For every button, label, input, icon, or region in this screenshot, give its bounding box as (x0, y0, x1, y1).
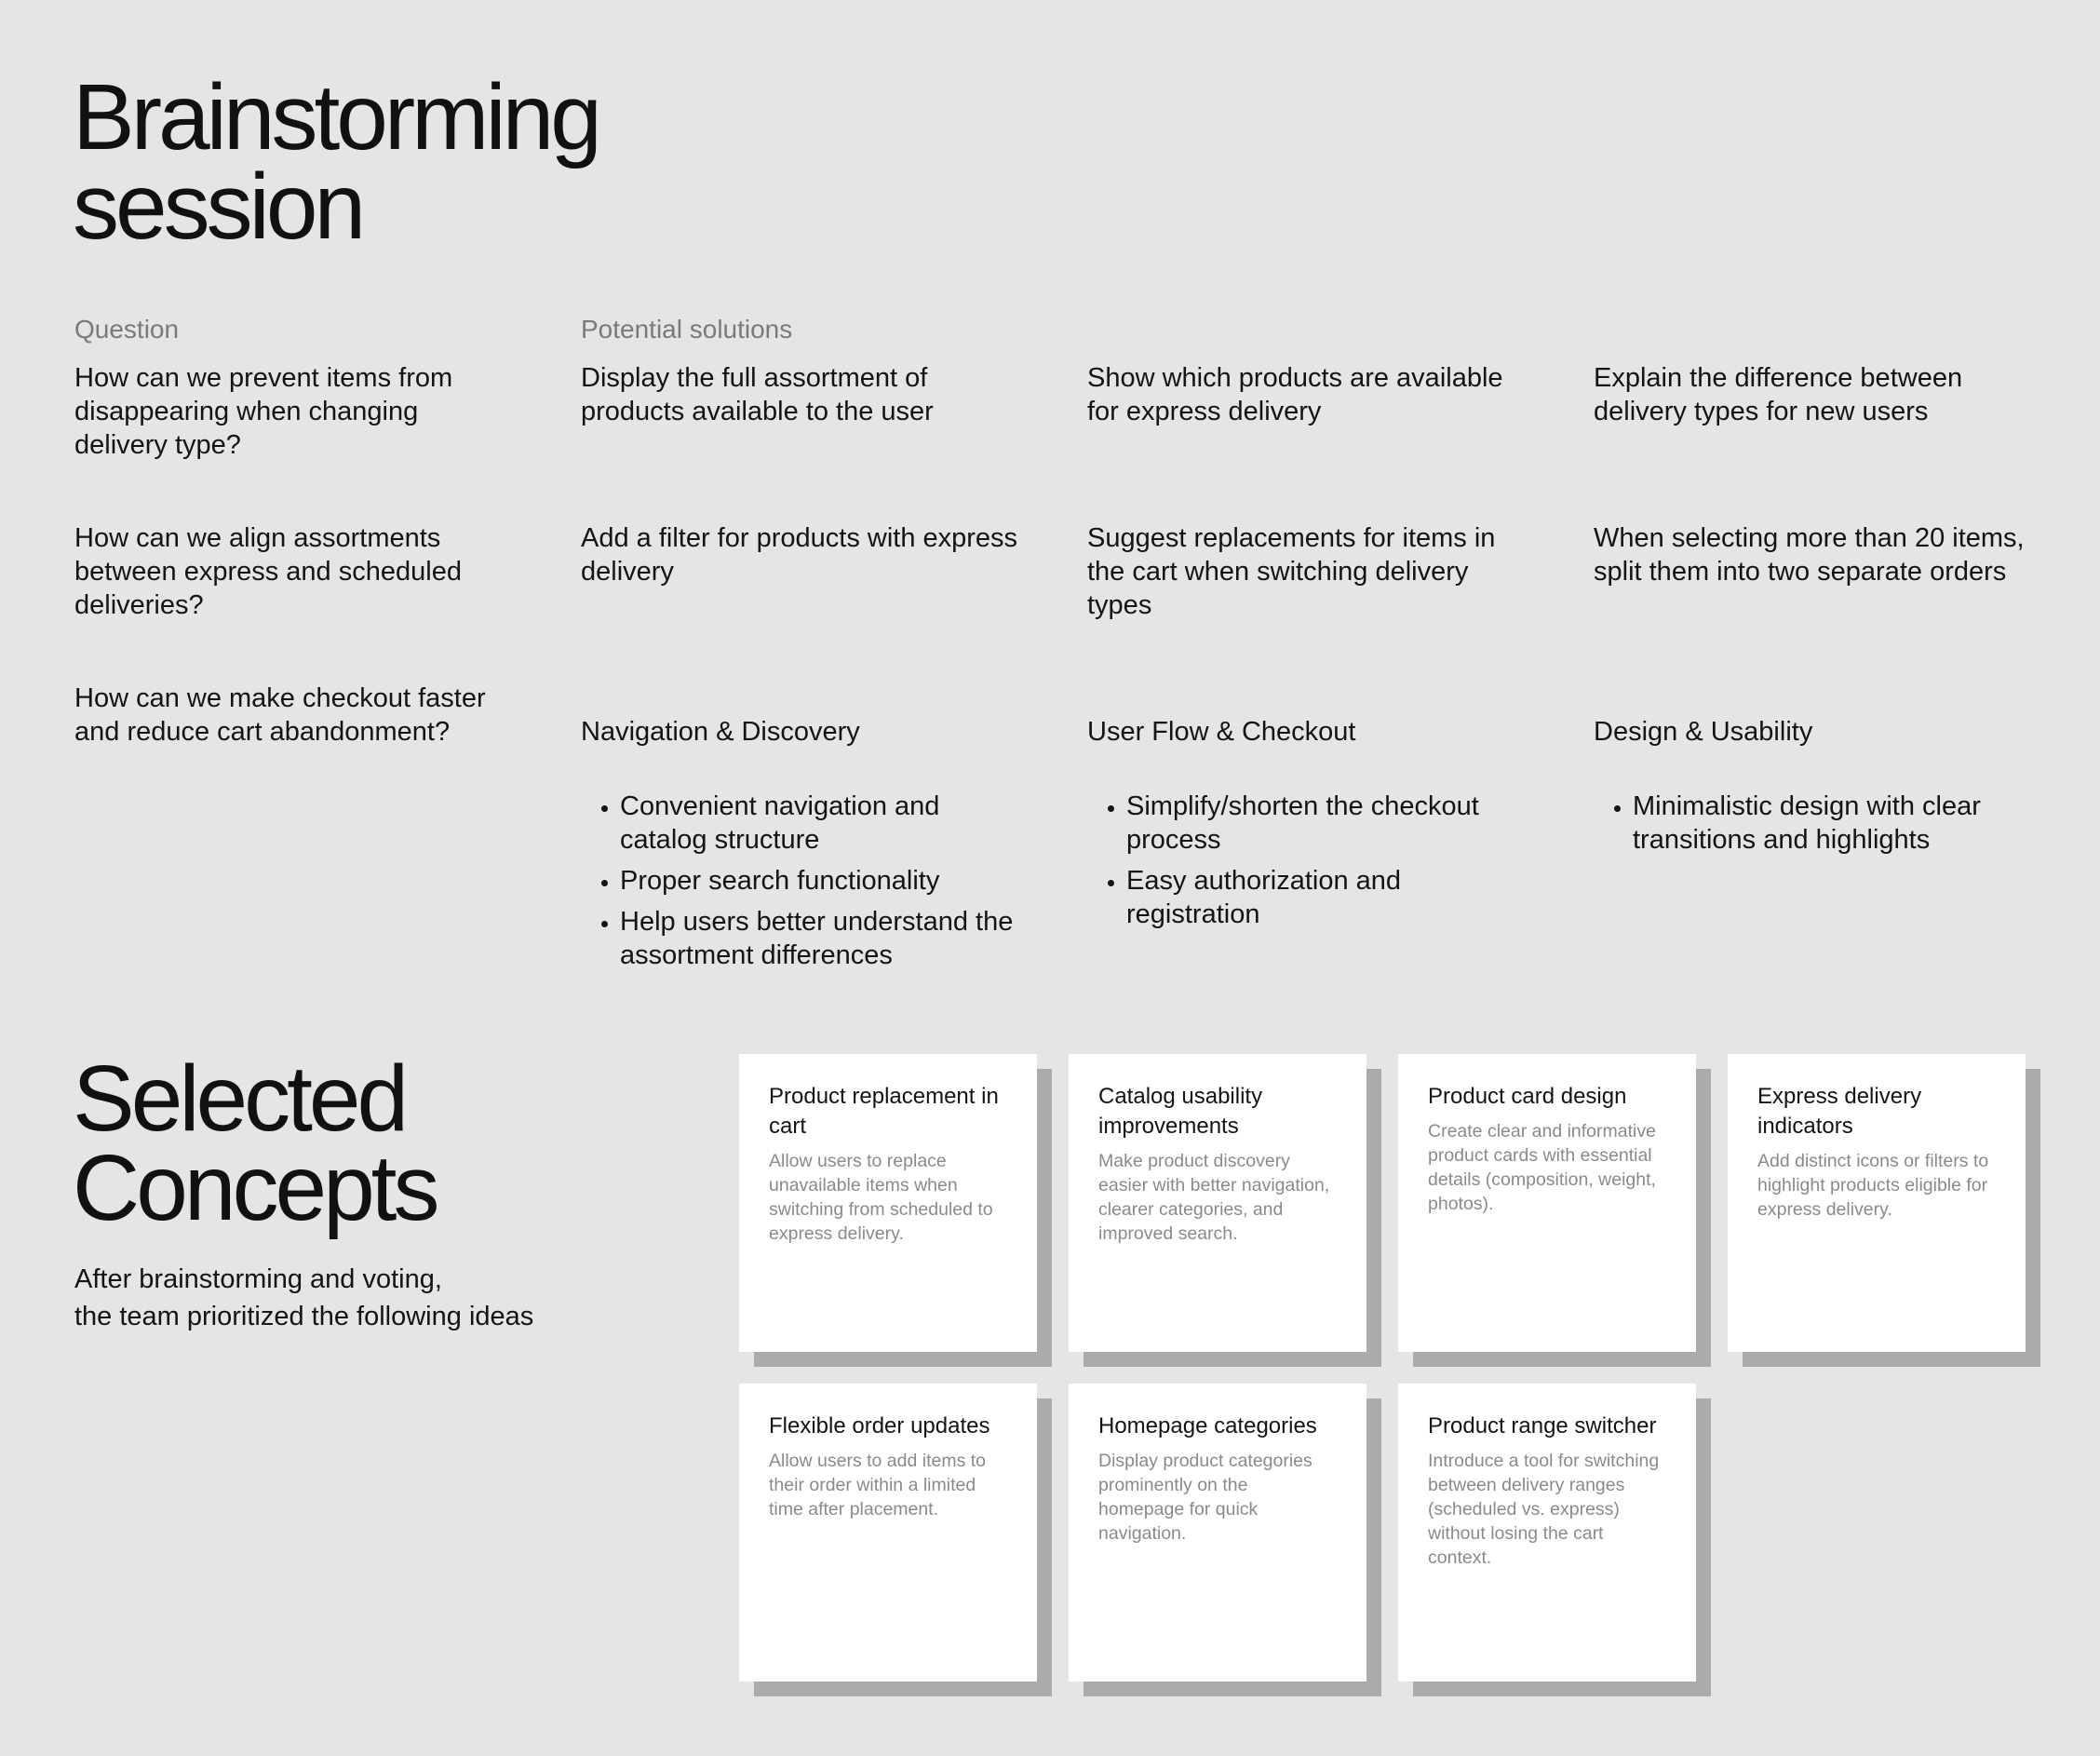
category-list (1087, 790, 1525, 931)
brainstorm-title-line1: Brainstorming (73, 65, 599, 169)
concept-card[interactable] (739, 1054, 1037, 1352)
solution-cell: Explain the difference between delivery types for new users (1594, 363, 1963, 426)
solutions-column-header: Potential solutions (581, 315, 793, 344)
card-title: Product card design (1428, 1084, 1627, 1109)
question-cell: How can we prevent items from disappearing when changing delivery type? (74, 363, 453, 460)
list-item: • Help users better understand the assortment differences (620, 905, 1018, 972)
card-description: Display product categories prominently on the homepage for quick navigation. (1098, 1451, 1312, 1544)
solution-cell: Show which products are available for express delivery (1087, 363, 1503, 426)
card-title: Product replacement in cart (769, 1084, 999, 1139)
category-title: Navigation & Discovery (581, 717, 860, 747)
card-title: Homepage categories (1098, 1413, 1317, 1439)
card-body (1069, 1384, 1366, 1682)
card-body (739, 1054, 1037, 1352)
card-description: Add distinct icons or filters to highlight products eligible for express delivery. (1757, 1151, 1989, 1220)
category-title: Design & Usability (1594, 717, 1813, 747)
question-cell: How can we make checkout faster and reduce cart abandonment? (74, 683, 486, 747)
solution-cell: Display the full assortment of products available to the user (581, 363, 934, 426)
card-description: Allow users to replace unavailable items when switching from scheduled to express delivery. (769, 1151, 993, 1244)
question-column-header: Question (74, 315, 180, 344)
solution-category (1594, 682, 2031, 898)
card-body (1728, 1054, 2026, 1352)
card-description: Allow users to add items to their order within a limited time after placement. (769, 1451, 987, 1520)
concept-card[interactable] (739, 1384, 1037, 1682)
brainstorm-title (73, 65, 599, 259)
card-body (1398, 1054, 1696, 1352)
card-title: Flexible order updates (769, 1413, 990, 1439)
card-body (1069, 1054, 1366, 1352)
category-list (1594, 790, 2031, 857)
list-item: • Proper search functionality (620, 864, 1018, 898)
concepts-subtitle: After brainstorming and voting, the team prioritized the following ideas (74, 1264, 534, 1331)
concept-card[interactable] (1398, 1054, 1696, 1352)
concepts-title (73, 1047, 437, 1240)
solution-category (581, 682, 1018, 1013)
concept-card[interactable] (1398, 1384, 1696, 1682)
list-item: • Minimalistic design with clear transitions and highlights (1633, 790, 2031, 857)
card-description: Introduce a tool for switching between delivery ranges (scheduled vs. express) without losing the cart context. (1428, 1451, 1660, 1568)
question-cell: How can we align assortments between express and scheduled deliveries? (74, 523, 462, 620)
category-list (581, 790, 1018, 972)
list-item: • Easy authorization and registration (1126, 864, 1525, 931)
list-item: • Convenient navigation and catalog structure (620, 790, 1018, 857)
card-title: Catalog usability improvements (1098, 1084, 1263, 1139)
concepts-title-line2: Concepts (73, 1136, 437, 1240)
list-item: • Simplify/shorten the checkout process (1126, 790, 1525, 857)
solution-cell: Suggest replacements for items in the cart when switching delivery types (1087, 523, 1496, 620)
card-description: Make product discovery easier with better navigation, clearer categories, and improved search. (1098, 1151, 1330, 1244)
concept-card[interactable] (1069, 1384, 1366, 1682)
category-title: User Flow & Checkout (1087, 717, 1356, 747)
card-body (1398, 1384, 1696, 1682)
brainstorm-title-line2: session (73, 155, 363, 259)
concept-card[interactable] (1069, 1054, 1366, 1352)
card-description: Create clear and informative product cards with essential details (composition, weight, photos). (1428, 1121, 1656, 1214)
solution-category (1087, 682, 1525, 972)
solution-cell: When selecting more than 20 items, split them into two separate orders (1594, 523, 2025, 587)
card-title: Product range switcher (1428, 1413, 1657, 1439)
card-body (739, 1384, 1037, 1682)
solution-cell: Add a filter for products with express delivery (581, 523, 1018, 587)
card-title: Express delivery indicators (1757, 1084, 1922, 1139)
concept-card[interactable] (1728, 1054, 2026, 1352)
concepts-title-line1: Selected (73, 1047, 406, 1151)
